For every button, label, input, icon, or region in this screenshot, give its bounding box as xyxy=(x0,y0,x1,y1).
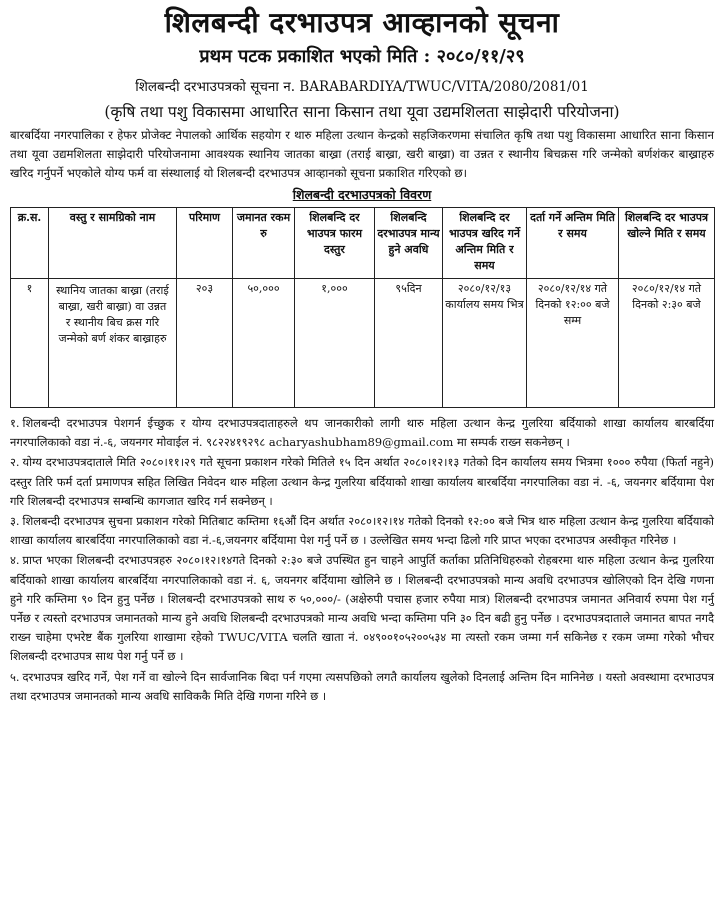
note-number: २. xyxy=(10,455,20,470)
cell-validity: ९५दिन xyxy=(375,279,443,408)
header-form-fee: शिलबन्दि दर भाउपत्र फारम दस्तुर xyxy=(295,208,375,279)
list-item xyxy=(10,551,714,666)
note-number: ५. xyxy=(10,669,20,684)
list-item xyxy=(10,668,714,706)
cell-form-fee: १,००० xyxy=(295,279,375,408)
note-number: १. xyxy=(10,416,20,430)
note-text: प्राप्त भएका शिलबन्दी दरभाउपत्रहरु २०८०।१२।१४गते दिनको २:३० बजे उपस्थित हुन चाहने आपुर्ति कर्ताका प्रतिनिधिहरुको रोहबरमा थारु महिला उत्थान केन्द्र गुलरिया बर्दियाको शाखा कार्यालय बारबर्दिया नगरपालिकाको वडा नं. ६, जयनगर बर्दियामा खोलिने छ । शिलबन्दी दरभाउपत्रको मान्य अवधि दरभाउपत्र खोलिएको दिन देखि गणना हुने गरि कम्तिमा ९० दिन हुनु पर्नेछ । शिलबन्दी दरभाउपत्रको साथ रु ५०,०००/- (अक्षेरुपी पचास हजार रुपैया मात्र) शिलबन्दी दरभाउपत्र जमानत अनिवार्य रुपमा पेश गर्नु पर्नेछ र त्यस्तो दरभाउपत्र जमानतको मान्य हुने अवधि शिलबन्दी दरभाउपत्रको मान्य अवधि भन्दा कम्तिमा पनि ३० दिन बढी हुनु पर्नेछ । दरभाउपत्रदाताले जमानत बापत नगदै राख्न चाहेमा एभरेष्ट बैंक गुलरिया शाखामा रहेको TWUC/VITA चलति खाता नं. ०४९००१०५२००५३४ मा त्यस्तो रकम जम्मा गर्न सकिनेछ र रकम जम्मा गरेको भौचर शिलबन्दी दरभाउपत्र साथ पेश गर्नु पर्ने छ । xyxy=(10,553,714,664)
header-purchase-deadline: शिलबन्दि दर भाउपत्र खरिद गर्ने अन्तिम मिति र समय xyxy=(443,208,527,279)
header-registration-deadline: दर्ता गर्ने अन्तिम मिति र समय xyxy=(527,208,619,279)
note-text: योग्य दरभाउपत्रदाताले मिति २०८०।११।२९ गते सूचना प्रकाशन गरेको मितिले १५ दिन अर्थात २०८०।१२।१३ गतेको दिन कार्यालय समय भित्रमा १००० रुपैया (फिर्ता नहुने) दस्तुर तिरि फर्म दर्ता प्रमाणपत्र सहित लिखित निवेदन थारु महिला उत्थान केन्द्र गुलरिया बर्दियाको शाखा कार्यालय बारबर्दिया नगरपालिका वडा नं. -६, जयनगर बर्दियामा पेश गरि शिलबन्दी दरभाउपत्र सम्बन्धि कागजात खरिद गर्न सक्नेछन् । xyxy=(10,455,714,508)
header-serial: क्र.स. xyxy=(11,208,49,279)
publication-date: प्रथम पटक प्रकाशित भएको मिति : २०८०/११/२९ xyxy=(199,46,525,67)
cell-registration-deadline: २०८०/१२/१४ गते दिनको १२:०० बजे सम्म xyxy=(527,279,619,408)
note-text: शिलबन्दी दरभाउपत्र पेशगर्न ईच्छुक र योग्य दरभाउपत्रदाताहरुले थप जानकारीको लागी थारु महिला उत्थान केन्द्र गुलरिया बर्दियाको शाखा कार्यालय बारबर्दिया नगरपालिकाको वडा नं.-६, जयनगर मोवाईल नं. ९८२२४१९२९८ acharyashubham89@gmail.com मा सम्पर्क राख्न सकनेछन् । xyxy=(10,416,714,450)
cell-quantity: २०३ xyxy=(177,279,233,408)
table-row xyxy=(11,279,715,408)
list-item xyxy=(10,512,714,550)
notes-list xyxy=(10,414,714,706)
note-number: ३. xyxy=(10,514,20,529)
note-number: ४. xyxy=(10,553,20,568)
intro-paragraph: बारबर्दिया नगरपालिका र हेफर प्रोजेक्ट नेपालको आर्थिक सहयोग र थारु महिला उत्थान केन्द्रको सहजिकरणमा संचालित कृषि तथा पशु विकासमा आधारित साना किसान तथा यूवा उद्यमशिलता साझेदारी परियोजनामा आवश्यक स्थानिय जातका बाख्रा (तराई बाख्रा, खरी बाख्रा) वा उन्नत र स्थानीय बिचक्रस गरि जन्मेको बर्णशंकर बाख्राहरु खरिद गर्नुपर्ने भएकोले योग्य फर्म वा संस्थालाई यो शिलबन्दी दरभाउपत्र आव्हानको सूचना प्रकाशित गरिएको छ। xyxy=(10,128,714,180)
list-item xyxy=(10,414,714,452)
bid-details-table xyxy=(10,207,715,408)
header-opening-date: शिलबन्दि दर भाउपत्र खोल्ने मिति र समय xyxy=(619,208,715,279)
list-item xyxy=(10,453,714,511)
cell-opening-date: २०८०/१२/१४ गते दिनको २:३० बजे xyxy=(619,279,715,408)
cell-purchase-deadline: २०८०/१२/१३ कार्यालय समय भित्र xyxy=(443,279,527,408)
note-text: दरभाउपत्र खरिद गर्ने, पेश गर्ने वा खोल्ने दिन सार्वजानिक बिदा पर्न गएमा त्यसपछिको लगतै कार्यालय खुलेको दिनलाई अन्तिम दिन मानिनेछ । यस्तो अवस्थामा दरभाउपत्र तथा दरभाउपत्र जमानतको मान्य अवधि साविककै मिति देखि गणना गरिने छ । xyxy=(10,669,714,703)
notice-title: शिलबन्दी दरभाउपत्र आव्हानको सूचना xyxy=(164,6,560,39)
header-quantity: परिमाण xyxy=(177,208,233,279)
header-security-amount: जमानत रकम रु xyxy=(233,208,295,279)
cell-serial: १ xyxy=(11,279,49,408)
header-item-name: वस्तु र सामग्रिको नाम xyxy=(49,208,177,279)
table-header-row xyxy=(11,208,715,279)
header-validity: शिलबन्दि दरभाउपत्र मान्य हुने अवधि xyxy=(375,208,443,279)
note-text: शिलबन्दी दरभाउपत्र सुचना प्रकाशन गरेको मितिबाट कम्तिमा १६औं दिन अर्थात २०८०।१२।१४ गतेको दिनको १२:०० बजे भित्र थारु महिला उत्थान केन्द्र गुलरिया बर्दियाको शाखा कार्यालय बारबर्दिया नगरपालिकाको वडा नं.-६,जयनगर बर्दियामा पेश गर्नु पर्ने छ । उल्लेखित समय भन्दा ढिलो गरि प्राप्त भएका दरभाउपत्र अस्वीकृत गरिनेछ । xyxy=(10,514,714,548)
notice-number: शिलबन्दी दरभाउपत्रको सूचना न. BARABARDIYA/TWUC/VITA/2080/2081/01 xyxy=(135,79,589,95)
table-caption: शिलबन्दी दरभाउपत्रको विवरण xyxy=(292,187,432,202)
cell-item-name: स्थानिय जातका बाख्रा (तराई बाख्रा, खरी बाख्रा) वा उन्नत र स्थानीय बिच क्रस गरि जन्मेको बर्ण शंकर बाख्राहरु xyxy=(49,279,177,408)
project-name: (कृषि तथा पशु विकासमा आधारित साना किसान तथा यूवा उद्यमशिलता साझेदारी परियोजना) xyxy=(104,103,620,121)
cell-security-amount: ५०,००० xyxy=(233,279,295,408)
